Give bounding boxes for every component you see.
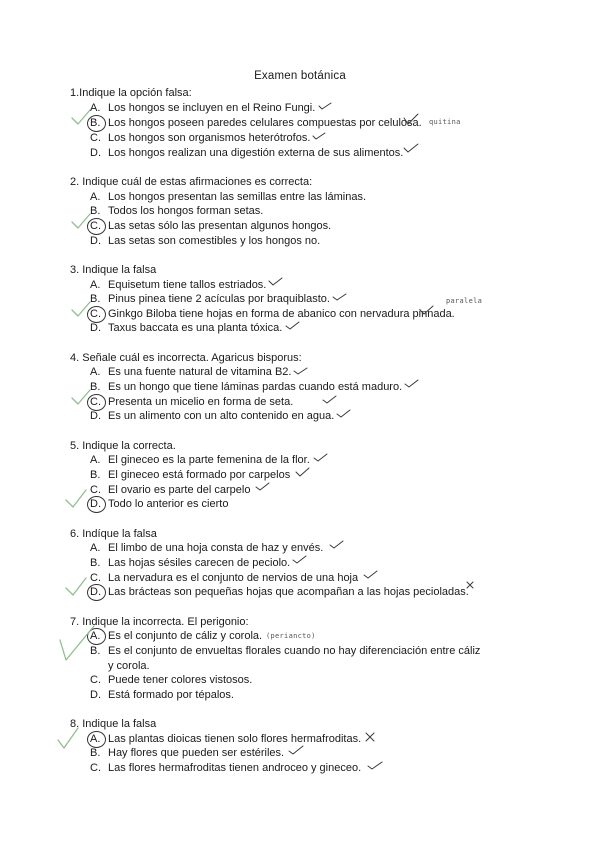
option-text: Las setas son comestibles y los hongos no. bbox=[108, 235, 321, 247]
q7-option-c bbox=[90, 673, 510, 688]
option-text: Es un hongo que tiene láminas pardas cuando está maduro. bbox=[108, 381, 403, 393]
answer-circle bbox=[87, 584, 106, 601]
q4-option-a bbox=[90, 365, 510, 380]
answer-circle bbox=[87, 115, 106, 132]
option-text: Está formado por tépalos. bbox=[108, 689, 234, 701]
option-letter: B. bbox=[90, 117, 101, 129]
q7-option-b bbox=[90, 644, 510, 673]
q5-option-c bbox=[90, 483, 510, 498]
option-text: Equisetum tiene tallos estriados. bbox=[108, 279, 267, 291]
question-6-stem: 6. Indíque la falsa bbox=[70, 528, 157, 540]
option-text: El gineceo es la parte femenina de la flor. bbox=[108, 454, 310, 466]
question-1-stem: 1.Indique la opción falsa: bbox=[70, 87, 192, 99]
option-text: Es el conjunto de envueltas florales cuando no hay diferenciación entre cáliz y corola. bbox=[108, 645, 481, 672]
option-letter: B. bbox=[90, 747, 101, 759]
option-letter: B. bbox=[90, 293, 101, 305]
q6-option-c bbox=[90, 571, 510, 586]
option-text: Los hongos presentan las semillas entre las láminas. bbox=[108, 191, 367, 203]
option-letter: A. bbox=[90, 279, 101, 291]
option-letter: C. bbox=[90, 484, 101, 496]
question-4-stem: 4. Señale cuál es incorrecta. Agaricus bisporus: bbox=[70, 352, 302, 364]
option-letter: C. bbox=[90, 308, 101, 320]
option-letter: A. bbox=[90, 191, 101, 203]
question-8-stem: 8. Indique la falsa bbox=[70, 718, 157, 730]
option-letter: C. bbox=[90, 220, 101, 232]
option-text: Todos los hongos forman setas. bbox=[108, 205, 264, 217]
q8-option-c bbox=[90, 761, 510, 776]
question-5-stem: 5. Indique la correcta. bbox=[70, 440, 176, 452]
option-text: Puede tener colores vistosos. bbox=[108, 674, 253, 686]
option-letter: A. bbox=[90, 542, 101, 554]
option-text: Pinus pinea tiene 2 acículas por braquiblasto. bbox=[108, 293, 330, 305]
handwritten-note: (periancto) bbox=[266, 632, 316, 640]
option-text: Todo lo anterior es cierto bbox=[108, 498, 229, 510]
option-text: Es el conjunto de cáliz y corola. bbox=[108, 630, 263, 642]
option-letter: D. bbox=[90, 586, 101, 598]
option-text: Las plantas dioicas tienen solo flores hermafroditas. bbox=[108, 733, 362, 745]
option-text: Las flores hermafroditas tienen androceo y gineceo. bbox=[108, 762, 362, 774]
option-letter: C. bbox=[90, 674, 101, 686]
option-letter: C. bbox=[90, 572, 101, 584]
option-letter: C. bbox=[90, 762, 101, 774]
option-text: Los hongos realizan una digestión externa de sus alimentos. bbox=[108, 147, 404, 159]
q3-option-d bbox=[90, 321, 510, 336]
option-text: Los hongos se incluyen en el Reino Fungi. bbox=[108, 102, 316, 114]
q2-option-b bbox=[90, 204, 510, 219]
option-text: El limbo de una hoja consta de haz y envés. bbox=[108, 542, 324, 554]
q8-option-b bbox=[90, 746, 510, 761]
answer-circle bbox=[87, 218, 106, 235]
question-3-stem: 3. Indique la falsa bbox=[70, 264, 157, 276]
option-text: Ginkgo Biloba tiene hojas en forma de abanico con nervadura pinnada. bbox=[108, 308, 455, 320]
option-letter: A. bbox=[90, 630, 101, 642]
q6-option-d bbox=[90, 585, 510, 600]
option-letter: D. bbox=[90, 147, 101, 159]
answer-circle bbox=[87, 496, 106, 513]
option-letter: B. bbox=[90, 557, 101, 569]
option-text: El gineceo está formado por carpelos bbox=[108, 469, 291, 481]
q6-option-a bbox=[90, 541, 510, 556]
q4-option-b bbox=[90, 380, 510, 395]
option-letter: A. bbox=[90, 366, 101, 378]
option-text: Presenta un micelio en forma de seta. bbox=[108, 396, 294, 408]
q3-option-a bbox=[90, 278, 510, 293]
option-letter: C. bbox=[90, 396, 101, 408]
option-text: Los hongos poseen paredes celulares compuestas por celulosa. bbox=[108, 117, 422, 129]
option-text: El ovario es parte del carpelo bbox=[108, 484, 251, 496]
option-text: Hay flores que pueden ser estériles. bbox=[108, 747, 285, 759]
question-2-stem: 2. Indique cuál de estas afirmaciones es correcta: bbox=[70, 176, 313, 188]
option-letter: A. bbox=[90, 454, 101, 466]
q2-option-d bbox=[90, 234, 510, 249]
handwritten-note: paralela bbox=[446, 297, 483, 305]
q2-option-c bbox=[90, 219, 510, 234]
option-letter: B. bbox=[90, 381, 101, 393]
option-letter: D. bbox=[90, 410, 101, 422]
option-text: Taxus baccata es una planta tóxica. bbox=[108, 322, 283, 334]
option-text: Los hongos son organismos heterótrofos. bbox=[108, 132, 311, 144]
option-letter: B. bbox=[90, 469, 101, 481]
option-letter: B. bbox=[90, 205, 101, 217]
q4-option-d bbox=[90, 409, 510, 424]
option-text: Las hojas sésiles carecen de peciolo. bbox=[108, 557, 291, 569]
q5-option-d bbox=[90, 497, 510, 512]
option-text: Las setas sólo las presentan algunos hongos. bbox=[108, 220, 332, 232]
q1-option-c bbox=[90, 131, 510, 146]
q3-option-c bbox=[90, 307, 510, 322]
q5-option-b bbox=[90, 468, 510, 483]
q1-option-d bbox=[90, 146, 510, 161]
option-letter: D. bbox=[90, 235, 101, 247]
q5-option-a bbox=[90, 453, 510, 468]
option-letter: D. bbox=[90, 498, 101, 510]
handwritten-note: quitina bbox=[429, 118, 461, 126]
exam-title: Examen botánica bbox=[254, 70, 346, 82]
q2-option-a bbox=[90, 190, 510, 205]
option-letter: B. bbox=[90, 645, 101, 657]
q4-option-c bbox=[90, 395, 510, 410]
answer-circle bbox=[87, 628, 106, 645]
green-check-mark bbox=[66, 578, 86, 595]
option-letter: C. bbox=[90, 132, 101, 144]
option-text: La nervadura es el conjunto de nervios de una hoja bbox=[108, 572, 359, 584]
question-7-stem: 7. Indique la incorrecta. El perigonio: bbox=[70, 616, 249, 628]
option-text: Las brácteas son pequeñas hojas que acompañan a las hojas pecioladas. bbox=[108, 586, 469, 598]
option-letter: D. bbox=[90, 689, 101, 701]
option-letter: A. bbox=[90, 102, 101, 114]
option-letter: D. bbox=[90, 322, 101, 334]
option-text: Es una fuente natural de vitamina B2. bbox=[108, 366, 292, 378]
q1-option-a bbox=[90, 101, 510, 116]
q7-option-d bbox=[90, 688, 510, 703]
q6-option-b bbox=[90, 556, 510, 571]
green-check-mark bbox=[66, 490, 86, 507]
option-text: Es un alimento con un alto contenido en agua. bbox=[108, 410, 335, 422]
q8-option-a bbox=[90, 732, 510, 747]
option-letter: A. bbox=[90, 733, 101, 745]
